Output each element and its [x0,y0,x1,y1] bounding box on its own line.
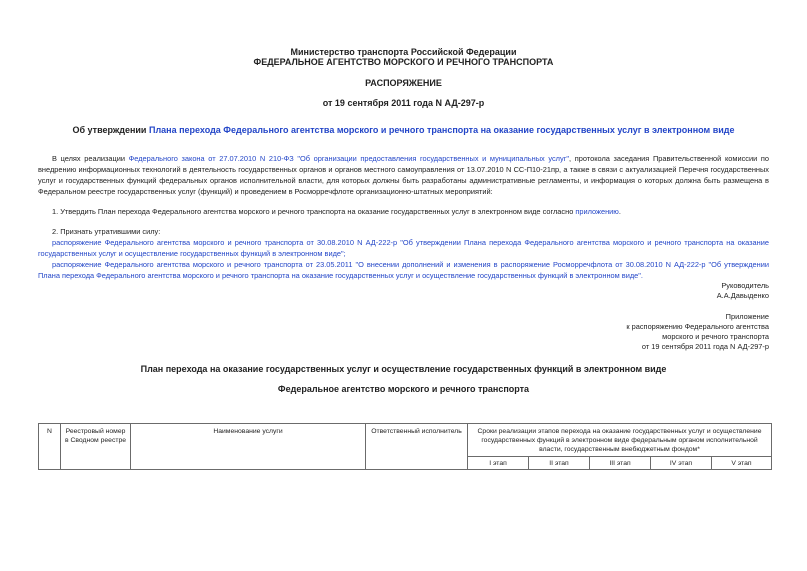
col-header-service: Наименование услуги [131,424,366,470]
title-link[interactable]: Плана перехода Федерального агентства морского и речного транспорта на оказание государственных услуг в электронном виде [148,125,735,135]
appendix-line: от 19 сентября 2011 года N АД-297-р [641,342,769,351]
signatory-position: Руководитель [721,281,769,290]
appendix-line: Приложение [725,312,769,321]
repealed-item [38,259,769,281]
appendix-line: морского и речного транспорта [662,332,769,341]
ministry-name: Министерство транспорта Российской Федерации [290,47,517,57]
federal-law-link[interactable]: Федерального закона от 27.07.2010 N 210-ФЗ "Об организации предоставления государственных и муниципальных услуг" [128,154,570,163]
appendix-line: к распоряжению Федерального агентства [626,322,769,331]
col-header-stage-4: IV этап [651,457,712,470]
plan-title: План перехода на оказание государственных услуг и осуществление государственных функций в электронном виде [140,364,667,374]
item-1-paragraph [38,206,769,217]
plan-table-header [39,424,772,470]
signatory-name: А.А.Давыденко [716,291,769,300]
document-title [38,125,769,135]
col-header-stage-3: III этап [590,457,651,470]
appendix-block [38,312,769,352]
title-prefix: Об утверждении [72,125,149,135]
intro-paragraph [38,153,769,197]
item-2-paragraph: 2. Признать утратившими силу: [52,227,161,236]
col-header-deadlines: Сроки реализации этапов перехода на оказание государственных услуг и осуществление государственных функций в электронном виде федеральным органом исполнительной власти, государственным внебюджетным фондом* [468,424,772,457]
col-header-stage-5: V этап [712,457,772,470]
col-header-registry: Реестровый номер в Сводном реестре [61,424,131,470]
plan-table [38,423,772,470]
item-1-suffix: . [618,207,621,216]
item-1-prefix: 1. Утвердить План перехода Федерального агентства морского и речного транспорта на оказание государственных услуг в электронном виде согласно [52,207,576,216]
agency-name: ФЕДЕРАЛЬНОЕ АГЕНТСТВО МОРСКОГО И РЕЧНОГО ТРАНСПОРТА [253,57,554,67]
col-header-stage-1: I этап [468,457,529,470]
repealed-order-link-2[interactable]: распоряжение Федерального агентства морского и речного транспорта от 23.05.2011 "О внесении дополнений и изменения в распоряжение Росморречфлота от 30.08.2010 N АД-222-р "Об утверждении Плана перехода Федерального агентства морского и речного транспорта на оказание государственных услуг и осуществление государственных функций в электронном виде". [38,260,769,280]
intro-suffix: , протокола заседания Правительственной комиссии по внедрению информационных технологий в деятельность государственных органов и органов местного самоуправления от 13.07.2010 N СС-П10-21пр, а также в связи с актуализацией Перечня государственных услуг и государственных функций федеральных органов исполнительной власти, для которых должны быть разработаны административные регламенты, и информация о которых должна быть размещена в Федеральном реестре государственных услуг (функций) и проведением в Росморречфлоте организационно-штатных мероприятий: [38,154,769,196]
document-type: РАСПОРЯЖЕНИЕ [365,78,442,88]
plan-agency: Федеральное агентство морского и речного транспорта [277,384,530,394]
repealed-item [38,237,769,259]
header-row [39,424,772,457]
col-header-executor: Ответственный исполнитель [366,424,468,470]
intro-prefix: В целях реализации [52,154,129,163]
document-date: от 19 сентября 2011 года N АД-297-р [322,98,485,108]
appendix-link[interactable]: приложению [575,207,619,216]
document [38,47,769,470]
repealed-order-link-1[interactable]: распоряжение Федерального агентства морского и речного транспорта от 30.08.2010 N АД-222-р "Об утверждении Плана перехода Федерального агентства морского и речного транспорта на оказание государственных услуг и осуществление государственных функций в электронном виде"; [38,238,769,258]
col-header-n: N [39,424,61,470]
col-header-stage-2: II этап [529,457,590,470]
